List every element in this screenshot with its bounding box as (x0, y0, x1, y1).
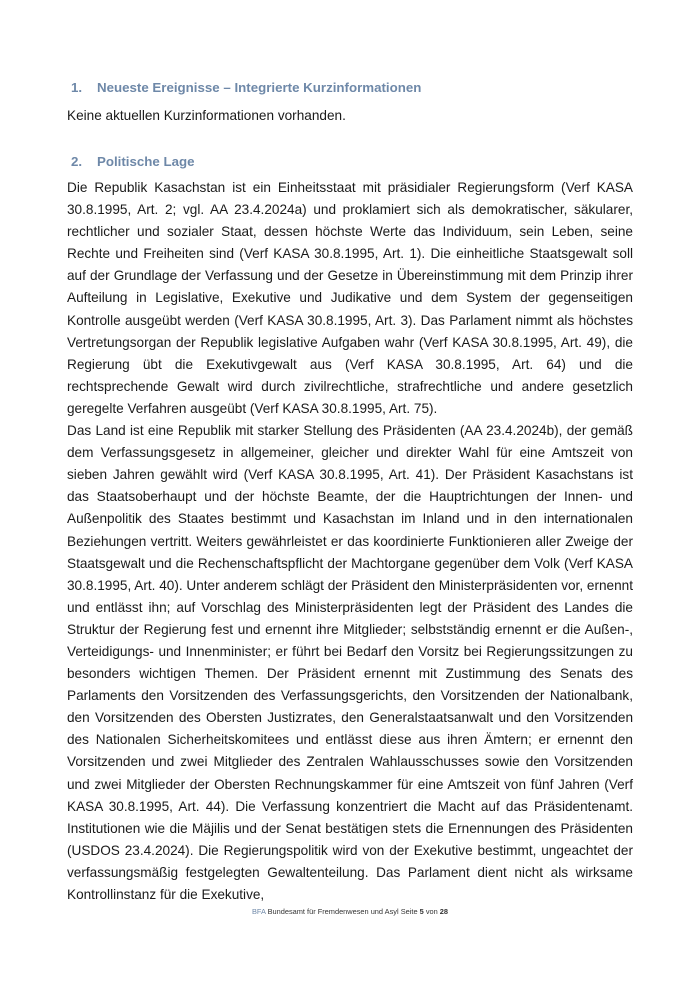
section-number: 2. (71, 154, 83, 169)
footer-page-label: Seite (400, 907, 418, 916)
section-title: Neueste Ereignisse – Integrierte Kurzinformationen (97, 80, 422, 95)
section-number: 1. (71, 80, 83, 95)
paragraph: Die Republik Kasachstan ist ein Einheitsstaat mit präsidialer Regierungsform (Verf KASA 30.8.1995, Art. 2; vgl. AA 23.4.2024a) und proklamiert sich als demokratischer, säkularer, rechtlicher und sozialer Staat, dessen höchste Werte das Individuum, sein Leben, seine Rechte und Freiheiten sind (Verf KASA 30.8.1995, Art. 1). Die einheitliche Staatsgewalt soll auf der Grundlage der Verfassung und der Gesetze in Übereinstimmung mit dem Prinzip ihrer Aufteilung in Legislative, Exekutive und Judikative und dem System der gegenseitigen Kontrolle ausgeübt werden (Verf KASA 30.8.1995, Art. 3). Das Parlament nimmt als höchstes Vertretungsorgan der Republik legislative Aufgaben wahr (Verf KASA 30.8.1995, Art. 49), die Regierung übt die Exekutivgewalt aus (Verf KASA 30.8.1995, Art. 64) und die rechtsprechende Gewalt wird durch zivilrechtliche, strafrechtliche und andere gesetzlich geregelte Verfahren ausgeübt (Verf KASA 30.8.1995, Art. 75). (67, 180, 633, 416)
section-2-body (67, 177, 633, 906)
section-1-text: Keine aktuellen Kurzinformationen vorhanden. (67, 108, 346, 123)
footer-page-total: 28 (439, 907, 449, 916)
paragraph: Das Land ist eine Republik mit starker Stellung des Präsidenten (AA 23.4.2024b), der gemäß dem Verfassungsgesetz in allgemeiner, gleicher und direkter Wahl für eine Amtszeit von sieben Jahren gewählt wird (Verf KASA 30.8.1995, Art. 41). Der Präsident Kasachstans ist das Staatsoberhaupt und der höchste Beamte, der die Hauptrichtungen der Innen- und Außenpolitik des Staates bestimmt und Kasachstan im Inland und in den internationalen Beziehungen vertritt. Weiters gewährleistet er das koordinierte Funktionieren aller Zweige der Staatsgewalt und die Rechenschaftspflicht der Machtorgane gegenüber dem Volk (Verf KASA 30.8.1995, Art. 40). Unter anderem schlägt der Präsident den Ministerpräsidenten vor, ernennt und entlässt ihn; auf Vorschlag des Ministerpräsidenten legt der Präsident des Landes die Struktur der Regierung fest und ernennt ihre Mitglieder; selbstständig ernennt er die Außen-, Verteidigungs- und Innenminister; er führt bei Bedarf den Vorsitz bei Regierungssitzungen zu besonders wichtigen Themen. Der Präsident ernennt mit Zustimmung des Senats des Parlaments den Vorsitzenden des Verfassungsgerichts, den Vorsitzenden der Nationalbank, den Vorsitzenden des Obersten Justizrates, den Generalstaatsanwalt und den Vorsitzenden des Nationalen Sicherheitskomitees und entlässt diese aus ihren Ämtern; er ernennt den Vorsitzenden und zwei Mitglieder des Zentralen Wahlausschusses sowie den Vorsitzenden und zwei Mitglieder der Obersten Rechnungskammer für eine Amtszeit von fünf Jahren (Verf KASA 30.8.1995, Art. 44). Die Verfassung konzentriert die Macht auf das Präsidentenamt. Institutionen wie die Mäjilis und der Senat bestätigen stets die Ernennungen des Präsidenten (USDOS 23.4.2024). Die Regierungspolitik wird von der Exekutive bestimmt, ungeachtet der verfassungsmäßig festgelegten Gewaltenteilung. Das Parlament dient nicht als wirksame Kontrollinstanz für die Exekutive, (67, 423, 633, 902)
footer-org-name: Bundesamt für Fremdenwesen und Asyl (267, 907, 399, 916)
section-heading-2 (71, 154, 195, 169)
footer-org-abbr: BFA (251, 907, 266, 916)
footer-page-of: von (425, 907, 438, 916)
page-footer (0, 907, 700, 916)
section-title: Politische Lage (97, 154, 195, 169)
section-heading-1 (71, 80, 421, 95)
footer-page-current: 5 (419, 907, 424, 916)
